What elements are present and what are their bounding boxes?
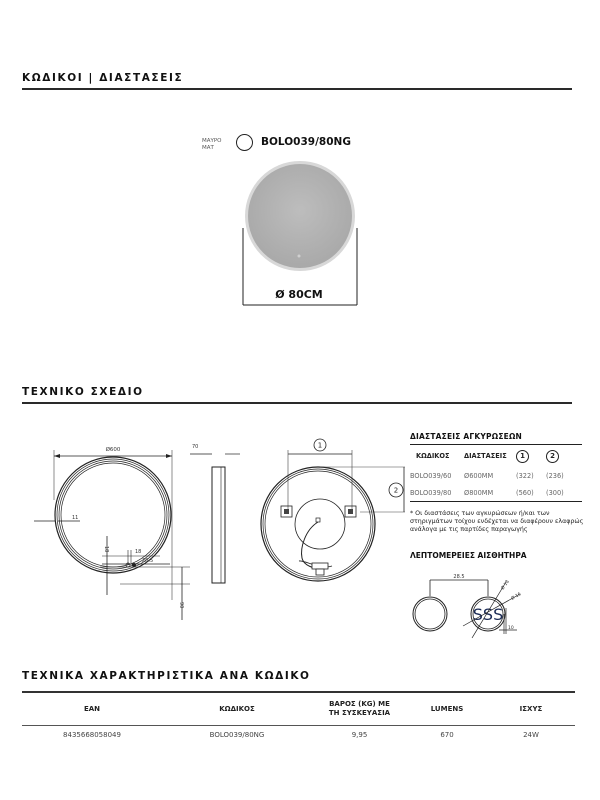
sensor-spacing-label: 28.5 [142, 558, 154, 564]
anchors-header-row [410, 445, 582, 468]
anchors-table [410, 444, 582, 502]
spec-code: BOLO039/80NG [209, 730, 265, 739]
specs-header-weight [312, 692, 407, 726]
specs-header-lumens: LUMENS [430, 704, 464, 713]
bottom-offset-label: 90 [178, 602, 184, 609]
anchor-dimension: Ø600MM [464, 471, 494, 480]
anchors-header-code: ΚΩΔΙΚΟΣ [416, 452, 450, 460]
table-row [410, 467, 582, 484]
sensor-icon [298, 255, 301, 258]
section-title-codes-dimensions: ΚΩΔΙΚΟΙ | ΔΙΑΣΤΑΣΕΙΣ [22, 72, 184, 84]
front-view [34, 446, 190, 620]
anchors-header-dimensions: ΔΙΑΣΤΑΣΕΙΣ [464, 452, 507, 460]
anchor-value-1: (322) [516, 471, 534, 480]
anchor-code: BOLO039/80 [410, 488, 452, 497]
sensor-vertical-label: 18 [103, 546, 109, 553]
specs-header-code: ΚΩΔΙΚΟΣ [219, 704, 255, 713]
sensor-offset: 10 [508, 626, 514, 631]
specs-header-weight-line1: ΒΑΡΟΣ (KG) ΜΕ [329, 700, 390, 708]
sensor-outer-diameter: Ø 18 [500, 579, 511, 592]
anchors-title: ΔΙΑΣΤΑΣΕΙΣ ΑΓΚΥΡΩΣΕΩΝ [410, 432, 523, 441]
anchor-dimension: Ø800MM [464, 488, 494, 497]
table-row [22, 726, 575, 744]
anchor-2-marker: 2 [393, 486, 399, 495]
finish-label [202, 138, 222, 152]
specs-header-power: ΙΣΧΥΣ [519, 704, 543, 713]
finish-label-line1: ΜΑΥΡΟ [202, 138, 222, 144]
spec-lumens: 670 [440, 730, 454, 739]
side-view [190, 444, 240, 583]
anchors-header-2: 2 [546, 450, 559, 463]
spec-weight: 9,95 [351, 730, 368, 739]
table-row [410, 484, 582, 502]
spec-power: 24W [523, 730, 539, 739]
section-title-tech-specs: ΤΕΧΝΙΚΑ ΧΑΡΑΚΤΗΡΙΣΤΙΚΑ ΑΝΑ ΚΩΔΙΚΟ [22, 670, 311, 682]
depth-label: 70 [192, 444, 199, 450]
anchor-code: BOLO039/60 [410, 471, 452, 480]
section-divider [22, 88, 572, 90]
anchor-value-1: (560) [516, 488, 534, 497]
anchors-header-1: 1 [516, 450, 529, 463]
finish-code: BOLO039/80NG [261, 136, 351, 148]
anchor-value-2: (236) [546, 471, 564, 480]
anchors-note: * Οι διαστάσεις των αγκυρώσεων ή/και των στηριγμάτων τοίχου ενδέχεται να διαφέρουν ελαφρώς ανάλογα με τις παρτίδες παραγωγής [410, 510, 584, 533]
sensor-drawing [405, 568, 530, 643]
front-diameter-label: Ø600 [105, 447, 121, 453]
anchor-value-2: (300) [546, 488, 564, 497]
diameter-label: Ø 80CM [275, 288, 323, 301]
specs-table [22, 691, 575, 743]
back-view [261, 439, 405, 581]
section-title-technical-drawing: ΤΕΧΝΙΚΟ ΣΧΕΔΙΟ [22, 386, 144, 398]
specs-header-ean: EAN [83, 704, 101, 713]
sensor-spacing-text: 28.5 [453, 574, 465, 580]
sensor-inner-diameter: Ø 16 [510, 592, 523, 602]
finish-label-line2: ΜΑΤ [202, 145, 214, 151]
sensor-width-label: 18 [135, 549, 142, 555]
anchor-1-marker: 1 [317, 441, 323, 450]
specs-header-row [22, 692, 575, 726]
finish-swatch[interactable] [236, 134, 253, 151]
mirror-glass [248, 164, 352, 268]
sensor-title: ΛΕΠΤΟΜΕΡΕΙΕΣ ΑΙΣΘΗΤΗΡΑ [410, 551, 527, 560]
specs-header-weight-line2: ΤΗ ΣΥΣΚΕΥΑΣΙΑ [328, 709, 391, 717]
frame-width-label: 11 [72, 515, 79, 521]
section-divider [22, 402, 572, 404]
spec-ean: 8435668058049 [63, 730, 121, 739]
technical-drawing [20, 430, 405, 620]
sensor-symbol: SSS [472, 605, 504, 624]
